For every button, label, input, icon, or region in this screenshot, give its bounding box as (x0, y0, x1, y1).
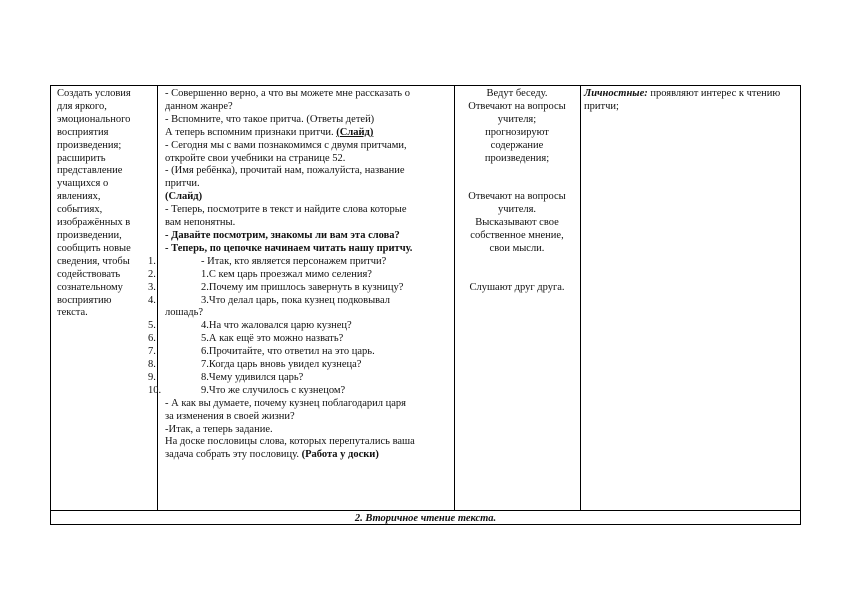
goals-line: для яркого, (57, 100, 107, 112)
question-text: 9.Что же случилось с кузнецом? (201, 384, 346, 396)
outcome-label: Личностные: (584, 88, 648, 99)
teacher-line: откройте свои учебники на странице 52. (165, 152, 346, 164)
teacher-line: данном жанре? (165, 100, 233, 112)
goals-line: восприятию (57, 294, 112, 306)
lesson-table (50, 85, 801, 525)
student-line: прогнозируют (485, 126, 549, 138)
board-work-note: (Работа у доски) (301, 449, 379, 461)
question-number: 9. (148, 371, 156, 383)
question-number: 6. (148, 333, 156, 345)
column-divider (454, 86, 455, 511)
question-item (148, 294, 449, 308)
question-item (148, 346, 449, 359)
question-number: 2. (148, 268, 156, 280)
teacher-line (165, 449, 449, 462)
teacher-line-text: задача собрать эту пословицу. (165, 449, 302, 461)
question-number: 7. (148, 346, 156, 358)
goals-line: событиях, (57, 204, 103, 216)
question-item (148, 384, 449, 398)
question-item (148, 359, 449, 372)
question-text: 3.Что делал царь, пока кузнец подковывал (201, 294, 390, 306)
teacher-line: - (Имя ребёнка), прочитай нам, пожалуйста, название (165, 165, 405, 177)
question-text: 8.Чему удивился царь? (201, 371, 304, 383)
teacher-activity-cell (148, 88, 449, 462)
question-text: 5.А как ещё это можно назвать? (201, 333, 344, 345)
question-number: 4. (148, 294, 156, 306)
spacer (456, 269, 578, 282)
question-text: 4.На что жаловался царю кузнец? (201, 320, 352, 332)
row-divider (51, 510, 800, 511)
question-text: - Итак, кто является персонажем притчи? (201, 255, 387, 267)
goals-line: расширить (57, 152, 106, 164)
student-line: произведения; (484, 152, 550, 164)
goals-line: сообщить новые (57, 242, 131, 254)
question-continuation: лошадь? (165, 307, 204, 319)
goals-line: произведения; (57, 139, 122, 151)
teacher-line: - Совершенно верно, а что вы можете мне рассказать о (165, 88, 410, 99)
question-text: 6.Прочитайте, что ответил на это царь. (201, 346, 375, 358)
question-item (148, 268, 449, 282)
question-item (148, 255, 449, 269)
outcome-text: проявляют интерес к чтению притчи; (584, 88, 781, 112)
goals-line: явлениях, (57, 191, 101, 203)
student-line: учителя. (497, 204, 537, 216)
goals-line: произведении, (57, 229, 122, 241)
goals-line: восприятия (57, 126, 109, 138)
question-item (148, 281, 449, 295)
teacher-line: - Теперь, посмотрите в текст и найдите слова которые (165, 204, 407, 216)
student-line: учителя; (497, 113, 537, 125)
goals-line: эмоционального (57, 113, 131, 125)
question-item (148, 371, 449, 385)
goals-line: сведения, чтобы (57, 255, 130, 267)
slide-marker: (Слайд) (336, 126, 374, 138)
teacher-line: - Давайте посмотрим, знакомы ли вам эта слова? (165, 229, 400, 241)
spacer (456, 178, 578, 191)
student-line: Слушают друг друга. (469, 281, 565, 293)
student-line: собственное мнение, (470, 229, 564, 241)
slide-marker: (Слайд) (165, 191, 203, 203)
question-number: 8. (148, 359, 156, 371)
question-text: 1.С кем царь проезжал мимо селения? (201, 268, 372, 280)
goals-line: сознательному (57, 281, 123, 293)
teacher-line: На доске пословицы слова, которых перепутались ваша (165, 436, 415, 448)
student-line: свои мысли. (489, 242, 545, 254)
spacer (456, 256, 578, 269)
question-item (148, 320, 449, 333)
question-number: 5. (148, 320, 156, 332)
goals-line: учащихся о (57, 178, 109, 190)
teacher-line-text: А теперь вспомним признаки притчи. (165, 126, 337, 138)
goals-line: представление (57, 165, 123, 177)
question-number: 1. (148, 255, 156, 267)
teacher-line: притчи. (165, 178, 200, 190)
teacher-line: -Итак, а теперь задание. (165, 423, 273, 435)
teacher-line (165, 127, 449, 140)
teacher-line: - Вспомните, что такое притча. (Ответы детей) (165, 113, 375, 125)
student-line: Отвечают на вопросы (468, 100, 566, 112)
question-text: 7.Когда царь вновь увидел кузнеца? (201, 359, 362, 371)
question-number: 10. (148, 384, 162, 396)
question-item (148, 333, 449, 346)
student-line: Отвечают на вопросы (468, 191, 566, 203)
question-number: 3. (148, 281, 156, 293)
section-heading: 2. Вторичное чтение текста. (354, 513, 497, 524)
student-activity-cell (456, 88, 578, 294)
teacher-line: за изменения в своей жизни? (165, 410, 295, 422)
outcomes-cell (584, 88, 796, 114)
goals-line: изображённых в (57, 217, 131, 229)
goals-line: содействовать (57, 268, 121, 280)
student-line: содержание (490, 139, 544, 151)
teacher-line: - А как вы думаете, почему кузнец поблагодарил царя (165, 397, 407, 409)
student-line: Ведут беседу. (486, 88, 548, 99)
column-divider (580, 86, 581, 511)
question-text: 2.Почему им пришлось завернуть в кузницу? (201, 281, 404, 293)
teacher-line: вам непонятны. (165, 217, 236, 229)
goals-line: текста. (57, 307, 88, 319)
goals-cell (57, 88, 153, 320)
student-line: Высказывают свое (475, 217, 559, 229)
goals-line: Создать условия (57, 88, 131, 99)
outcome-entry (584, 88, 796, 114)
chain-reading-line: - Теперь, по цепочке начинаем читать нашу притчу. (165, 242, 413, 254)
teacher-line: - Сегодня мы с вами познакомимся с двумя притчами, (165, 139, 407, 151)
spacer (456, 165, 578, 178)
